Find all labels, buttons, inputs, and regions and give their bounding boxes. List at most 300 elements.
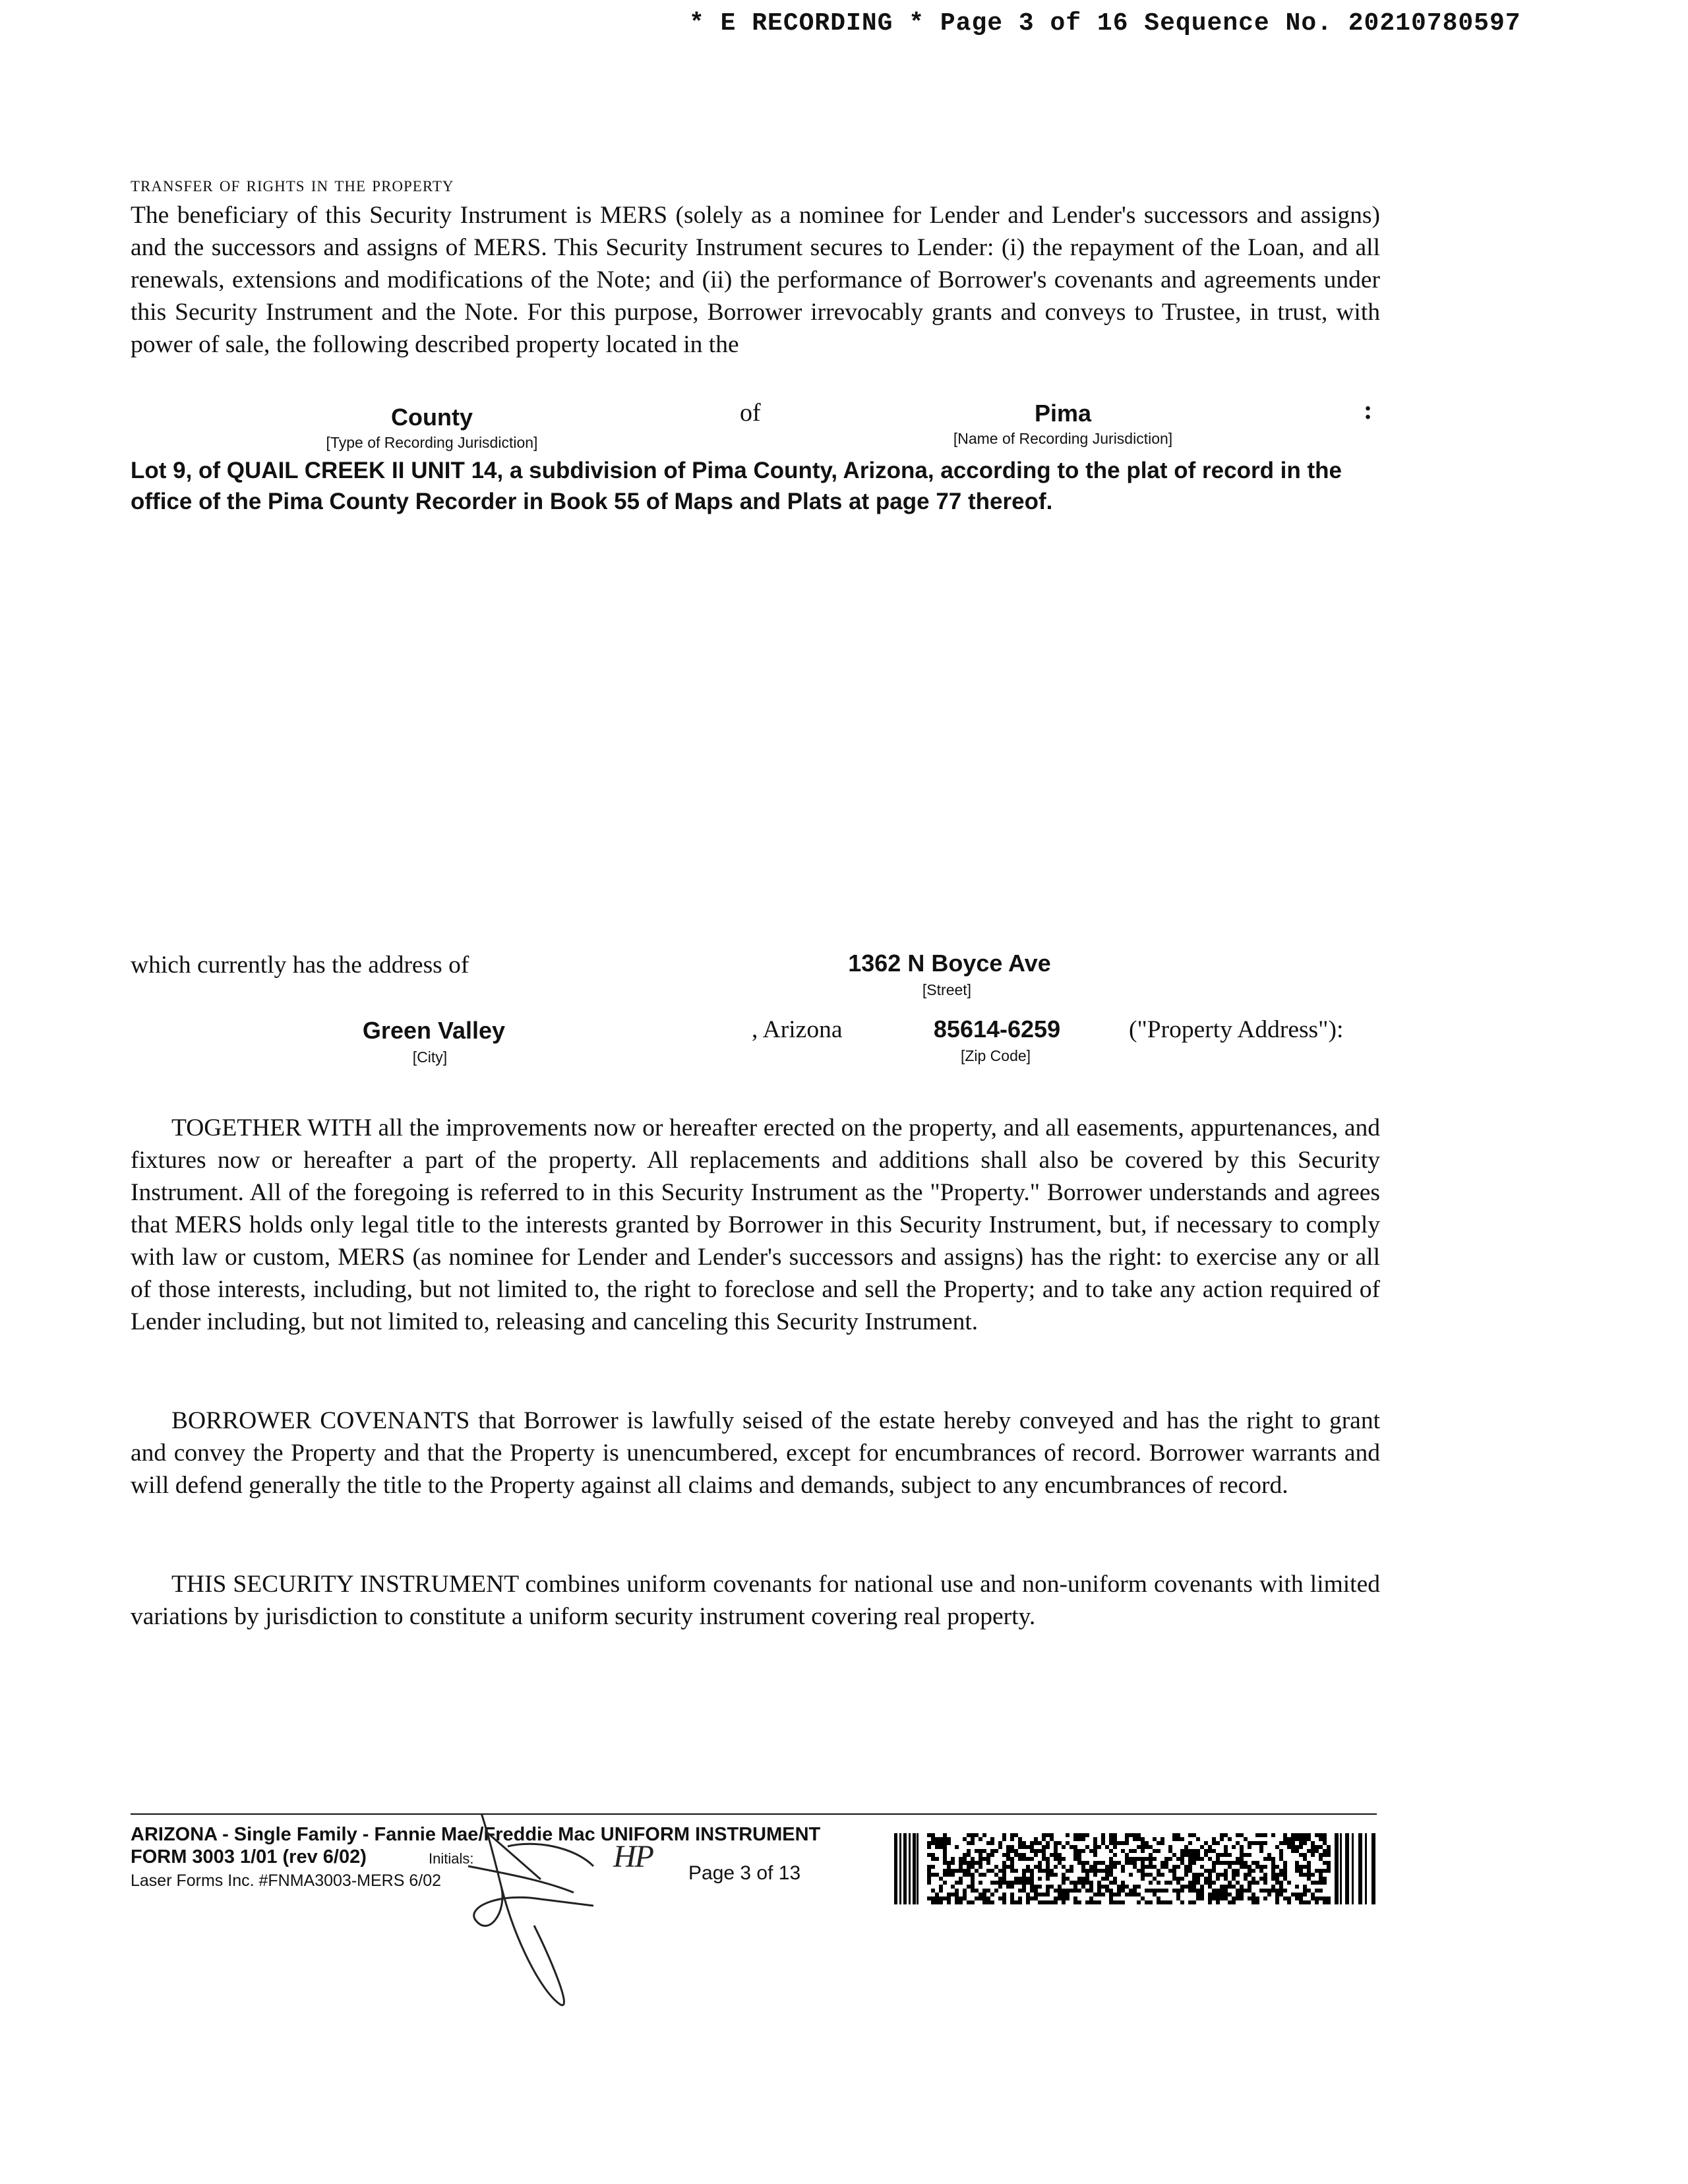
barcode-module bbox=[1038, 1900, 1042, 1904]
barcode-module bbox=[1164, 1857, 1168, 1861]
barcode-module bbox=[975, 1896, 979, 1900]
barcode-module bbox=[1307, 1849, 1311, 1853]
barcode-module bbox=[1365, 1833, 1367, 1904]
barcode-module bbox=[963, 1873, 967, 1877]
barcode-module bbox=[1073, 1833, 1077, 1837]
barcode-module bbox=[1299, 1853, 1303, 1857]
barcode-module bbox=[1212, 1896, 1216, 1900]
barcode-module bbox=[1062, 1889, 1066, 1893]
barcode-module bbox=[1081, 1885, 1085, 1889]
barcode-module bbox=[1062, 1845, 1066, 1849]
street-caption: [Street] bbox=[922, 981, 972, 998]
signature-stroke bbox=[468, 1813, 593, 2005]
barcode-module bbox=[1073, 1857, 1077, 1861]
barcode-module bbox=[1200, 1896, 1204, 1900]
barcode-module bbox=[1073, 1889, 1077, 1893]
barcode-module bbox=[1295, 1869, 1299, 1873]
barcode-module bbox=[1224, 1893, 1228, 1896]
barcode-module bbox=[971, 1873, 975, 1877]
barcode-module bbox=[1149, 1857, 1153, 1861]
barcode-module bbox=[1176, 1881, 1180, 1885]
barcode-module bbox=[967, 1861, 971, 1865]
barcode-module bbox=[1295, 1893, 1299, 1896]
barcode-module bbox=[1200, 1857, 1204, 1861]
barcode-module bbox=[1327, 1896, 1331, 1900]
barcode-module bbox=[1216, 1889, 1220, 1893]
barcode-module bbox=[1240, 1845, 1244, 1849]
barcode-module bbox=[1042, 1853, 1046, 1857]
barcode-module bbox=[939, 1896, 943, 1900]
barcode-module bbox=[1164, 1865, 1168, 1869]
barcode-module bbox=[1042, 1900, 1046, 1904]
barcode-module bbox=[1236, 1869, 1240, 1873]
barcode-module bbox=[959, 1900, 963, 1904]
barcode-module bbox=[939, 1889, 943, 1893]
barcode-module bbox=[1263, 1841, 1267, 1845]
city-value: Green Valley bbox=[362, 1017, 506, 1044]
together-with-paragraph bbox=[131, 1112, 1380, 1338]
barcode-module bbox=[1042, 1849, 1046, 1853]
barcode-module bbox=[1236, 1841, 1240, 1845]
barcode-module bbox=[947, 1893, 951, 1896]
barcode-module bbox=[1010, 1893, 1014, 1896]
barcode-module bbox=[1153, 1865, 1157, 1869]
barcode-module bbox=[1180, 1889, 1184, 1893]
barcode-module bbox=[1022, 1853, 1026, 1857]
barcode-module bbox=[1034, 1893, 1038, 1896]
barcode-module bbox=[1073, 1881, 1077, 1885]
barcode-module bbox=[1251, 1881, 1255, 1885]
barcode-module bbox=[1097, 1861, 1101, 1865]
barcode-module bbox=[1026, 1881, 1030, 1885]
barcode-module bbox=[1188, 1833, 1192, 1837]
barcode-module bbox=[1275, 1896, 1279, 1900]
barcode-module bbox=[1299, 1841, 1303, 1845]
barcode-module bbox=[955, 1881, 959, 1885]
barcode-module bbox=[1176, 1865, 1180, 1869]
barcode-module bbox=[1184, 1885, 1188, 1889]
barcode-module bbox=[979, 1896, 982, 1900]
barcode-module bbox=[1352, 1833, 1354, 1904]
barcode-module bbox=[1081, 1865, 1085, 1869]
barcode-module bbox=[963, 1837, 967, 1841]
barcode-module bbox=[1034, 1865, 1038, 1869]
barcode-module bbox=[1014, 1853, 1018, 1857]
barcode-module bbox=[1133, 1833, 1137, 1837]
barcode-module bbox=[1228, 1885, 1232, 1889]
signature-mark bbox=[462, 1807, 804, 2018]
barcode-module bbox=[1030, 1881, 1034, 1885]
together-with-text: TOGETHER WITH all the improvements now or hereafter erected on the property, and all easements, appurtenances, and fixtures now or hereafter a part of the property. All replacements and additions shall also be covered by this Security Instrument. All of the foregoing is referred to in this Security Instrument as the "Property." Borrower understands and agrees that MERS holds only legal title to the interests granted by Borrower in this Security Instrument, but, if necessary to comply with law or custom, MERS (as nominee for Lender and Lender's successors and assigns) has the right: to exercise any or all of those interests, including, but not limited to, the right to foreclose and sell the Property; and to take any action required of Lender including, but not limited to, releasing and canceling this Security Instrument. bbox=[131, 1114, 1380, 1335]
barcode-module bbox=[1275, 1889, 1279, 1893]
barcode-module bbox=[1283, 1877, 1287, 1881]
barcode-module bbox=[1172, 1853, 1176, 1857]
barcode-module bbox=[1164, 1900, 1168, 1904]
barcode-module bbox=[935, 1900, 939, 1904]
barcode-module bbox=[1050, 1837, 1054, 1841]
barcode-module bbox=[1153, 1849, 1157, 1853]
barcode-module bbox=[1279, 1841, 1283, 1845]
barcode-module bbox=[1002, 1896, 1006, 1900]
barcode-module bbox=[1002, 1877, 1006, 1881]
barcode-module bbox=[917, 1833, 919, 1904]
barcode-module bbox=[971, 1885, 975, 1889]
barcode-module bbox=[1010, 1885, 1014, 1889]
barcode-module bbox=[967, 1833, 971, 1837]
barcode-module bbox=[1153, 1837, 1157, 1841]
barcode-module bbox=[1113, 1893, 1117, 1896]
barcode-module bbox=[1275, 1893, 1279, 1896]
barcode-module bbox=[986, 1841, 990, 1845]
barcode-module bbox=[931, 1900, 935, 1904]
barcode-module bbox=[1311, 1873, 1315, 1877]
barcode-module bbox=[935, 1893, 939, 1896]
barcode-module bbox=[1291, 1849, 1295, 1853]
barcode-module bbox=[1085, 1900, 1089, 1904]
barcode-module bbox=[1303, 1841, 1307, 1845]
barcode-module bbox=[1046, 1861, 1050, 1865]
barcode-module bbox=[1192, 1861, 1196, 1865]
barcode-module bbox=[1109, 1893, 1113, 1896]
barcode-module bbox=[1157, 1900, 1160, 1904]
barcode-module bbox=[1224, 1877, 1228, 1881]
barcode-module bbox=[982, 1849, 986, 1853]
barcode-module bbox=[986, 1896, 990, 1900]
barcode-module bbox=[1192, 1900, 1196, 1904]
barcode-module bbox=[1046, 1877, 1050, 1881]
barcode-module bbox=[1113, 1881, 1117, 1885]
barcode-module bbox=[931, 1873, 935, 1877]
barcode-module bbox=[1319, 1881, 1323, 1885]
barcode-module bbox=[1263, 1865, 1267, 1869]
barcode-module bbox=[1307, 1900, 1311, 1904]
barcode-module bbox=[1345, 1833, 1349, 1904]
barcode-module bbox=[1030, 1841, 1034, 1845]
barcode-module bbox=[986, 1869, 990, 1873]
barcode-module bbox=[1259, 1865, 1263, 1869]
barcode-module bbox=[1077, 1857, 1081, 1861]
jurisdiction-of-word: of bbox=[740, 399, 761, 427]
barcode-module bbox=[1228, 1865, 1232, 1869]
barcode-module bbox=[1204, 1841, 1208, 1845]
barcode-module bbox=[1093, 1893, 1097, 1896]
barcode-module bbox=[1030, 1869, 1034, 1873]
barcode-module bbox=[971, 1881, 975, 1885]
barcode-module bbox=[1319, 1857, 1323, 1861]
barcode-module bbox=[1141, 1857, 1145, 1861]
barcode-module bbox=[1267, 1853, 1271, 1857]
barcode-module bbox=[1263, 1833, 1267, 1837]
barcode-module bbox=[1192, 1885, 1196, 1889]
barcode-module bbox=[1077, 1889, 1081, 1893]
barcode-module bbox=[1240, 1893, 1244, 1896]
barcode-module bbox=[1141, 1845, 1145, 1849]
barcode-module bbox=[1066, 1877, 1070, 1881]
barcode-module bbox=[1006, 1885, 1010, 1889]
barcode-module bbox=[1228, 1893, 1232, 1896]
barcode-module bbox=[1018, 1896, 1022, 1900]
barcode-module bbox=[1220, 1885, 1224, 1889]
barcode-module bbox=[1070, 1865, 1073, 1869]
barcode-module bbox=[1220, 1873, 1224, 1877]
barcode-module bbox=[1172, 1873, 1176, 1877]
barcode-module bbox=[1180, 1837, 1184, 1841]
barcode-module bbox=[1085, 1873, 1089, 1877]
barcode-module bbox=[1010, 1849, 1014, 1853]
barcode-module bbox=[1299, 1873, 1303, 1877]
barcode-module bbox=[1070, 1881, 1073, 1885]
barcode-module bbox=[1117, 1893, 1121, 1896]
jurisdiction-colon: : bbox=[1364, 395, 1373, 425]
barcode-module bbox=[1105, 1877, 1109, 1881]
barcode-module bbox=[1192, 1853, 1196, 1857]
barcode-module bbox=[1058, 1896, 1062, 1900]
barcode-module bbox=[1176, 1833, 1180, 1837]
barcode-module bbox=[1141, 1877, 1145, 1881]
barcode-module bbox=[935, 1896, 939, 1900]
barcode-module bbox=[1141, 1837, 1145, 1841]
barcode-module bbox=[1006, 1849, 1010, 1853]
barcode-module bbox=[1240, 1833, 1244, 1837]
barcode-module bbox=[1295, 1885, 1299, 1889]
barcode-module bbox=[1089, 1881, 1093, 1885]
footer-initials-label: Initials: bbox=[429, 1850, 474, 1867]
barcode-module bbox=[990, 1841, 994, 1845]
barcode-module bbox=[1164, 1881, 1168, 1885]
barcode-module bbox=[1299, 1869, 1303, 1873]
barcode-module bbox=[1279, 1853, 1283, 1857]
barcode-module bbox=[1200, 1865, 1204, 1869]
barcode-module bbox=[1295, 1896, 1299, 1900]
barcode-module bbox=[971, 1861, 975, 1865]
barcode-module bbox=[1271, 1833, 1275, 1837]
barcode-module bbox=[943, 1881, 947, 1885]
barcode-module bbox=[1085, 1833, 1089, 1837]
barcode-module bbox=[1188, 1869, 1192, 1873]
barcode-module bbox=[1066, 1869, 1070, 1873]
barcode-module bbox=[1018, 1857, 1022, 1861]
barcode-module bbox=[1287, 1841, 1291, 1845]
barcode-module bbox=[979, 1865, 982, 1869]
barcode-module bbox=[1184, 1873, 1188, 1877]
barcode-module bbox=[1022, 1881, 1026, 1885]
barcode-module bbox=[947, 1900, 951, 1904]
barcode-module bbox=[1058, 1853, 1062, 1857]
barcode-module bbox=[986, 1857, 990, 1861]
barcode-module bbox=[1188, 1857, 1192, 1861]
barcode-module bbox=[990, 1849, 994, 1853]
barcode-module bbox=[1172, 1865, 1176, 1869]
barcode-module bbox=[1125, 1841, 1129, 1845]
barcode-module bbox=[1232, 1885, 1236, 1889]
barcode-module bbox=[1216, 1841, 1220, 1845]
barcode-module bbox=[1030, 1873, 1034, 1877]
barcode-module bbox=[1022, 1857, 1026, 1861]
barcode-module bbox=[1335, 1833, 1339, 1904]
barcode-module bbox=[982, 1873, 986, 1877]
barcode-module bbox=[1034, 1885, 1038, 1889]
barcode-module bbox=[1006, 1857, 1010, 1861]
barcode-module bbox=[1196, 1837, 1200, 1841]
barcode-module bbox=[1311, 1841, 1315, 1845]
barcode-module bbox=[1109, 1873, 1113, 1877]
barcode-module bbox=[1236, 1896, 1240, 1900]
barcode-module bbox=[1160, 1841, 1164, 1845]
barcode-module bbox=[990, 1869, 994, 1873]
barcode-module bbox=[1255, 1896, 1259, 1900]
barcode-module bbox=[975, 1861, 979, 1865]
barcode-module bbox=[1172, 1869, 1176, 1873]
barcode-module bbox=[899, 1833, 901, 1904]
barcode-module bbox=[1014, 1877, 1018, 1881]
barcode-module bbox=[975, 1833, 979, 1837]
barcode-module bbox=[931, 1833, 935, 1837]
barcode-module bbox=[1303, 1885, 1307, 1889]
barcode-module bbox=[947, 1837, 951, 1841]
barcode-module bbox=[1240, 1896, 1244, 1900]
barcode-module bbox=[1172, 1837, 1176, 1841]
barcode-module bbox=[955, 1896, 959, 1900]
barcode-module bbox=[998, 1896, 1002, 1900]
barcode-module bbox=[1283, 1873, 1287, 1877]
barcode-module bbox=[1006, 1845, 1010, 1849]
barcode-module bbox=[1073, 1837, 1077, 1841]
barcode-module bbox=[1030, 1885, 1034, 1889]
barcode-module bbox=[943, 1861, 947, 1865]
barcode-module bbox=[1259, 1845, 1263, 1849]
barcode-module bbox=[1034, 1837, 1038, 1841]
barcode-module bbox=[1002, 1873, 1006, 1877]
barcode-module bbox=[1141, 1841, 1145, 1845]
barcode-module bbox=[955, 1893, 959, 1896]
barcode-module bbox=[894, 1833, 897, 1904]
barcode-module bbox=[959, 1877, 963, 1881]
barcode-module bbox=[1176, 1857, 1180, 1861]
barcode-module bbox=[982, 1857, 986, 1861]
barcode-module bbox=[927, 1853, 931, 1857]
barcode-module bbox=[1176, 1877, 1180, 1881]
barcode-module bbox=[1149, 1889, 1153, 1893]
barcode-module bbox=[1180, 1885, 1184, 1889]
barcode-module bbox=[1248, 1873, 1251, 1877]
barcode-module bbox=[1267, 1889, 1271, 1893]
barcode-module bbox=[1157, 1869, 1160, 1873]
barcode-module bbox=[927, 1865, 931, 1869]
barcode-module bbox=[1160, 1873, 1164, 1877]
barcode-module bbox=[1212, 1865, 1216, 1869]
barcode-module bbox=[1327, 1849, 1331, 1853]
barcode-module bbox=[1228, 1837, 1232, 1841]
barcode-module bbox=[1236, 1893, 1240, 1896]
barcode-module bbox=[1327, 1869, 1331, 1873]
barcode-module bbox=[931, 1837, 935, 1841]
barcode-module bbox=[1133, 1885, 1137, 1889]
barcode-module bbox=[1066, 1893, 1070, 1896]
barcode-module bbox=[1054, 1849, 1058, 1853]
barcode-module bbox=[1184, 1853, 1188, 1857]
barcode-module bbox=[1248, 1841, 1251, 1845]
barcode-module bbox=[1002, 1833, 1006, 1837]
barcode-module bbox=[1200, 1873, 1204, 1877]
barcode-module bbox=[1224, 1869, 1228, 1873]
jurisdiction-type-caption: [Type of Recording Jurisdiction] bbox=[326, 434, 538, 451]
barcode-module bbox=[959, 1869, 963, 1873]
barcode-module bbox=[1093, 1853, 1097, 1857]
barcode-module bbox=[979, 1853, 982, 1857]
barcode-module bbox=[931, 1896, 935, 1900]
barcode-module bbox=[1006, 1881, 1010, 1885]
barcode-module bbox=[1034, 1853, 1038, 1857]
barcode-module bbox=[1081, 1833, 1085, 1837]
barcode-module bbox=[1259, 1841, 1263, 1845]
barcode-module bbox=[1240, 1889, 1244, 1893]
barcode-module bbox=[1184, 1849, 1188, 1853]
barcode-module bbox=[1271, 1877, 1275, 1881]
barcode-module bbox=[1034, 1849, 1038, 1853]
barcode-module bbox=[1299, 1893, 1303, 1896]
barcode-module bbox=[943, 1869, 947, 1873]
barcode-module bbox=[1259, 1877, 1263, 1881]
barcode-module bbox=[1279, 1885, 1283, 1889]
barcode-module bbox=[963, 1869, 967, 1873]
barcode-module bbox=[943, 1837, 947, 1841]
barcode-module bbox=[1275, 1873, 1279, 1877]
city-caption: [City] bbox=[412, 1048, 448, 1066]
barcode-module bbox=[975, 1849, 979, 1853]
barcode-module bbox=[1077, 1833, 1081, 1837]
barcode-module bbox=[1208, 1881, 1212, 1885]
barcode-module bbox=[1157, 1873, 1160, 1877]
barcode-module bbox=[1224, 1849, 1228, 1853]
barcode-module bbox=[1133, 1893, 1137, 1896]
barcode-module bbox=[982, 1893, 986, 1896]
barcode-module bbox=[1275, 1900, 1279, 1904]
barcode-module bbox=[1093, 1869, 1097, 1873]
barcode-module bbox=[1046, 1833, 1050, 1837]
barcode-module bbox=[927, 1881, 931, 1885]
barcode-module bbox=[967, 1841, 971, 1845]
barcode-module bbox=[982, 1889, 986, 1893]
barcode-module bbox=[1101, 1877, 1105, 1881]
barcode-module bbox=[1263, 1881, 1267, 1885]
barcode-module bbox=[1323, 1841, 1327, 1845]
barcode-module bbox=[998, 1841, 1002, 1845]
barcode-module bbox=[1101, 1893, 1105, 1896]
barcode-module bbox=[1287, 1896, 1291, 1900]
borrower-covenants-text: BORROWER COVENANTS that Borrower is lawfully seised of the estate hereby conveyed and has the right to grant and convey the Property and that the Property is unencumbered, except for encumbrances of record. Borrower warrants and will defend generally the title to the Property against all claims and demands, subject to any encumbrances of record. bbox=[131, 1407, 1380, 1499]
barcode-module bbox=[1066, 1841, 1070, 1845]
barcode-module bbox=[1299, 1833, 1303, 1837]
barcode-module bbox=[1062, 1873, 1066, 1877]
barcode-module bbox=[1050, 1853, 1054, 1857]
barcode-module bbox=[1022, 1889, 1026, 1893]
barcode-module bbox=[1145, 1900, 1149, 1904]
barcode-module bbox=[1248, 1881, 1251, 1885]
barcode-module bbox=[1121, 1865, 1125, 1869]
barcode-module bbox=[1160, 1837, 1164, 1841]
barcode-module bbox=[1295, 1833, 1299, 1837]
barcode-module bbox=[1046, 1885, 1050, 1889]
barcode-module bbox=[1109, 1881, 1113, 1885]
barcode-module bbox=[935, 1857, 939, 1861]
barcode-module bbox=[1248, 1885, 1251, 1889]
barcode-module bbox=[1319, 1896, 1323, 1900]
barcode-module bbox=[955, 1845, 959, 1849]
barcode-module bbox=[959, 1896, 963, 1900]
barcode-module bbox=[1153, 1889, 1157, 1893]
barcode-module bbox=[1125, 1885, 1129, 1889]
barcode-module bbox=[1340, 1833, 1342, 1904]
